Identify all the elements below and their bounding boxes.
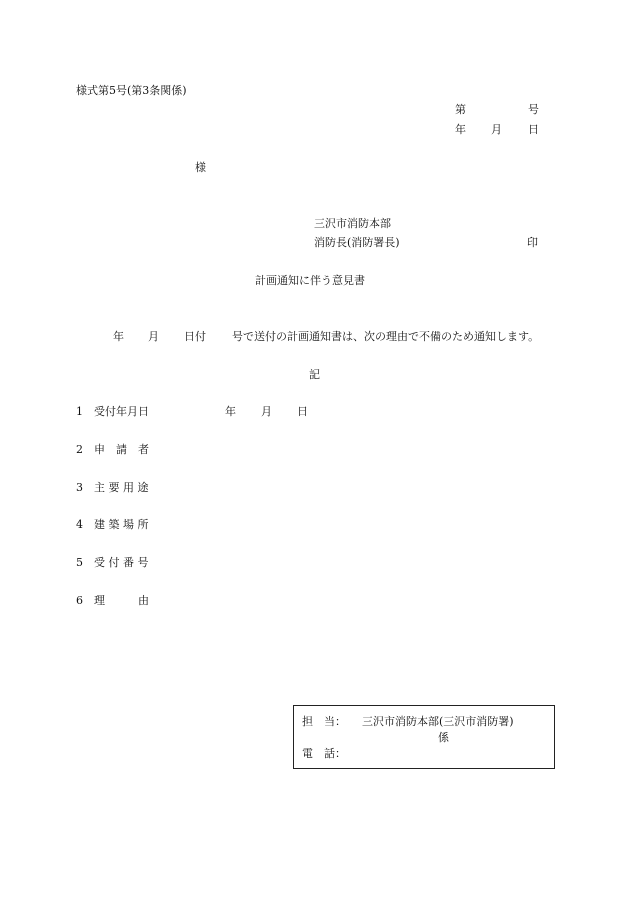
item-number: 4 (76, 518, 83, 531)
contact-box (293, 705, 555, 769)
item-label-reason: 理 由 (94, 594, 149, 607)
body-text: 号で送付の計画通知書は、次の理由で不備のため通知します。 (232, 330, 540, 343)
date-month: 月 (491, 123, 502, 136)
item-label-main-use: 主 要 用 途 (94, 481, 149, 494)
item-number: 5 (76, 556, 83, 569)
sender-organization: 三沢市消防本部 (314, 217, 391, 230)
item-label-uketsuke-date: 受付年月日 (94, 405, 149, 418)
item-number: 6 (76, 594, 83, 607)
number-suffix: 号 (528, 103, 539, 116)
number-prefix: 第 (455, 103, 466, 116)
item-month: 月 (261, 405, 272, 418)
body-month: 月 (148, 330, 159, 343)
item-number: 3 (76, 481, 83, 494)
body-year: 年 (113, 330, 124, 343)
body-date-suffix: 日付 (184, 330, 206, 343)
item-label-receipt-number: 受 付 番 号 (94, 556, 149, 569)
item-label-building-site: 建 築 場 所 (94, 518, 149, 531)
contact-tantou-value: 三沢市消防本部(三沢市消防署) (362, 715, 514, 728)
date-day: 日 (528, 123, 539, 136)
ki-heading: 記 (309, 368, 320, 381)
item-number: 1 (76, 405, 83, 418)
sender-title: 消防長(消防署長) (314, 236, 400, 249)
addressee-honorific: 様 (195, 161, 206, 174)
form-code: 様式第5号(第3条関係) (76, 84, 187, 97)
item-label-applicant: 申 請 者 (94, 443, 149, 456)
item-day: 日 (297, 405, 308, 418)
contact-kakari: 係 (438, 731, 449, 744)
seal-mark: 印 (527, 236, 538, 249)
document-title: 計画通知に伴う意見書 (255, 274, 365, 287)
contact-phone-label: 電 話： (302, 747, 346, 760)
date-year: 年 (455, 123, 466, 136)
item-number: 2 (76, 443, 83, 456)
item-year: 年 (225, 405, 236, 418)
contact-tantou-label: 担 当： (302, 715, 346, 728)
